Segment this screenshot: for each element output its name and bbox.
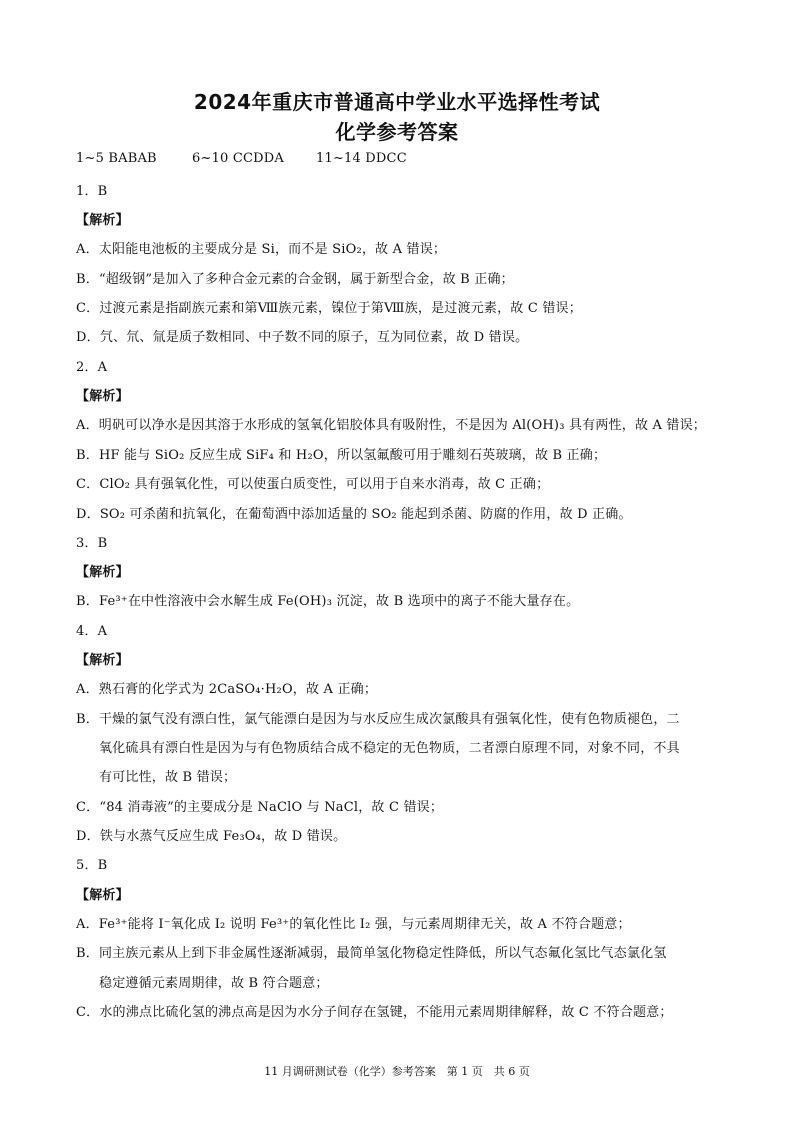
q1-option-a: A．太阳能电池板的主要成分是 Si，而不是 SiO₂，故 A 错误； <box>76 242 447 257</box>
q2-analysis-heading: 【解析】 <box>76 389 129 404</box>
page-footer: 11 月调研测试卷（化学）参考答案 第 1 页 共 6 页 <box>264 1065 530 1078</box>
q2-option-d: D．SO₂ 可杀菌和抗氧化，在葡萄酒中添加适量的 SO₂ 能起到杀菌、防腐的作用，故 D 正确。 <box>76 507 632 522</box>
answer-key-group-3: 11~14 DDCC <box>316 151 407 166</box>
q4-option-b-line-1: B．干燥的氯气没有漂白性，氯气能漂白是因为与水反应生成次氯酸具有强氧化性，使有色物质褪色，二 <box>76 712 680 727</box>
q4-analysis-heading: 【解析】 <box>76 653 129 668</box>
q2-option-a: A．明矾可以净水是因其溶于水形成的氢氧化铝胶体具有吸附性，不是因为 Al(OH)₃ 具有两性，故 A 错误； <box>76 418 707 433</box>
q1-option-c: C．过渡元素是指副族元素和第Ⅷ族元素，镍位于第Ⅷ族，是过渡元素，故 C 错误； <box>76 301 582 316</box>
q5-analysis-heading: 【解析】 <box>76 888 129 903</box>
q3-option-b: B．Fe³⁺在中性溶液中会水解生成 Fe(OH)₃ 沉淀，故 B 选项中的离子不能大量存在。 <box>76 594 580 609</box>
q2-option-c: C．ClO₂ 具有强氧化性，可以使蛋白质变性，可以用于自来水消毒，故 C 正确； <box>76 477 550 492</box>
q3-analysis-heading: 【解析】 <box>76 565 129 580</box>
q5-option-b-line-2: 稳定遵循元素周期律，故 B 符合题意； <box>99 976 329 991</box>
q4-option-d: D．铁与水蒸气反应生成 Fe₃O₄，故 D 错误。 <box>76 829 347 844</box>
q2-answer: 2．A <box>76 360 108 375</box>
q3-answer: 3．B <box>76 536 108 551</box>
q5-option-a: A．Fe³⁺能将 I⁻氧化成 I₂ 说明 Fe³⁺的氧化性比 I₂ 强，与元素周期律无关，故 A 不符合题意； <box>76 917 631 932</box>
q4-answer: 4．A <box>76 624 108 639</box>
q1-analysis-heading: 【解析】 <box>76 213 129 228</box>
q1-option-b: B．“超级钢”是加入了多种合金元素的合金钢，属于新型合金，故 B 正确； <box>76 272 514 287</box>
answer-key-group-1: 1~5 BABAB <box>76 151 157 166</box>
q4-option-c: C．“84 消毒液”的主要成分是 NaClO 与 NaCl，故 C 错误； <box>76 800 444 815</box>
q1-option-d: D．氕、氘、氚是质子数相同、中子数不同的原子，互为同位素，故 D 错误。 <box>76 330 529 345</box>
q4-option-a: A．熟石膏的化学式为 2CaSO₄·H₂O，故 A 正确； <box>76 682 378 697</box>
answer-key-group-2: 6~10 CCDDA <box>192 151 284 166</box>
document-title: 2024年重庆市普通高中学业水平选择性考试 <box>193 90 601 114</box>
q4-option-b-line-2: 氧化硫具有漂白性是因为与有色物质结合成不稳定的无色物质，二者漂白原理不同，对象不同，不具 <box>99 741 680 756</box>
document-subtitle: 化学参考答案 <box>335 120 459 144</box>
q5-option-b-line-1: B．同主族元素从上到下非金属性逐渐减弱，最简单氢化物稳定性降低，所以气态氟化氢比气态氯化氢 <box>76 946 667 961</box>
q5-option-c: C．水的沸点比硫化氢的沸点高是因为水分子间存在氢键，不能用元素周期律解释，故 C 不符合题意； <box>76 1005 673 1020</box>
q5-answer: 5．B <box>76 858 108 873</box>
q2-option-b: B．HF 能与 SiO₂ 反应生成 SiF₄ 和 H₂O，所以氢氟酸可用于雕刻石英玻璃，故 B 正确； <box>76 448 607 463</box>
q1-answer: 1．B <box>76 184 108 199</box>
q4-option-b-line-3: 有可比性，故 B 错误； <box>99 770 237 785</box>
